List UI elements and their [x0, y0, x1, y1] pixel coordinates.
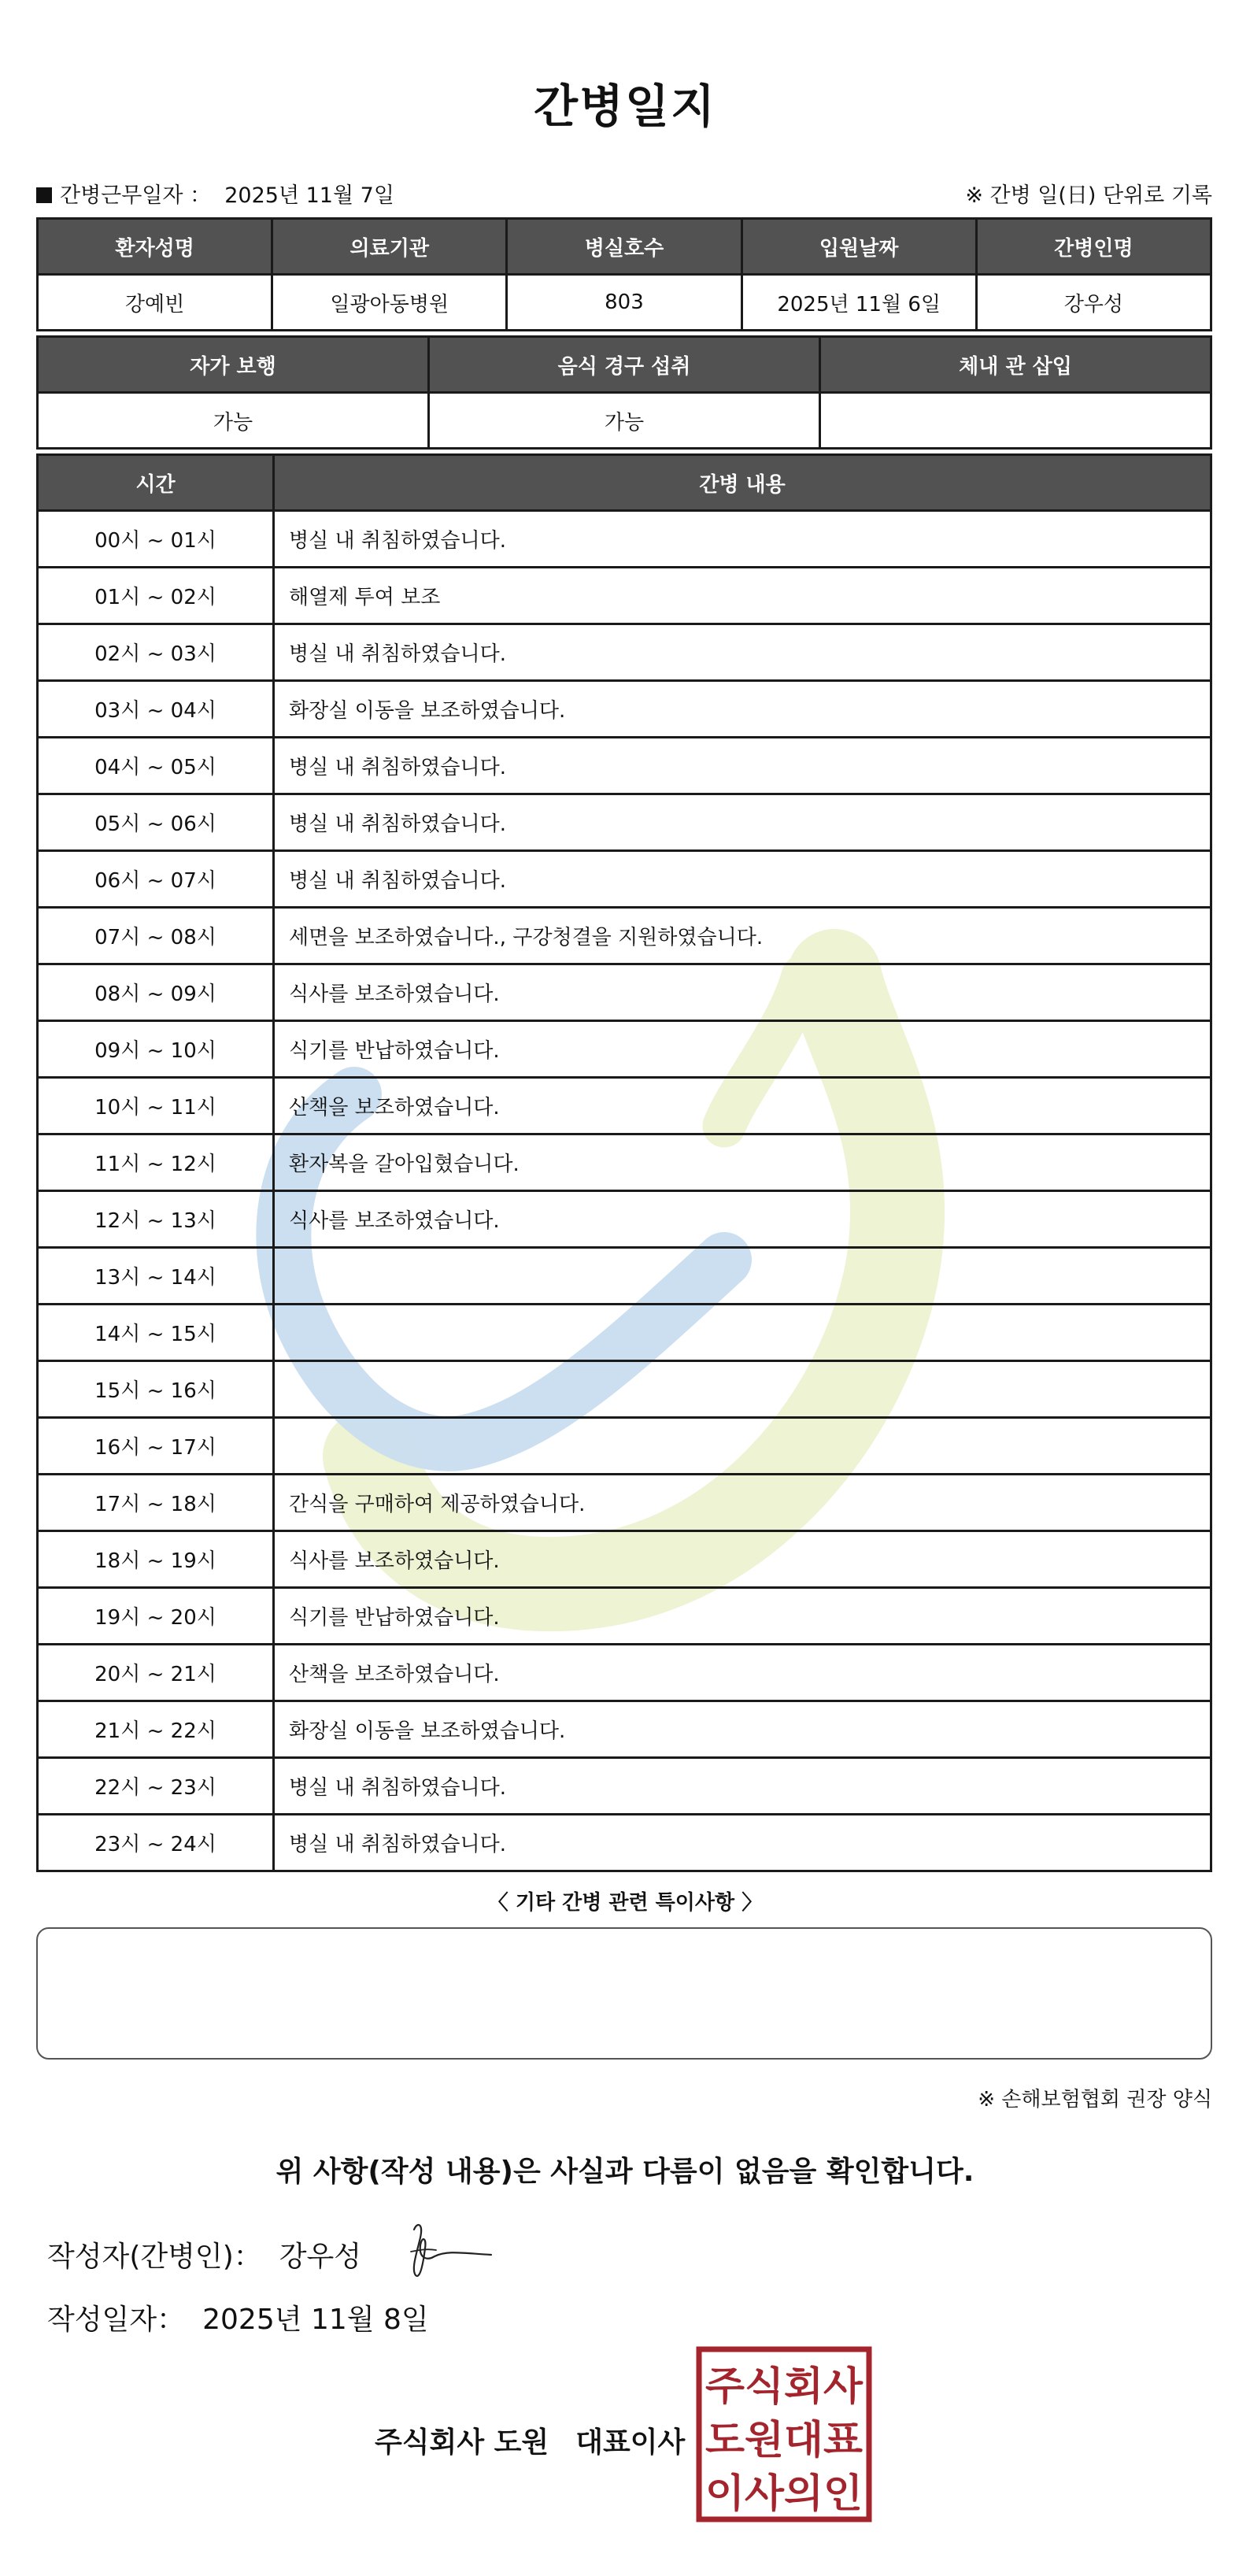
time-cell: 02시 ~ 03시: [38, 624, 274, 681]
header-walking: 자가 보행: [38, 337, 429, 393]
table-row: [38, 624, 1211, 681]
unit-note: ※ 간병 일(日) 단위로 기록: [965, 183, 1212, 208]
care-content-cell: 화장실 이동을 보조하였습니다.: [274, 1701, 1211, 1758]
table-row: [38, 1134, 1211, 1191]
svg-text:주식회사: 주식회사: [705, 2363, 864, 2409]
table-row: [38, 1418, 1211, 1475]
representative-title: 대표이사: [575, 2426, 686, 2459]
time-cell: 06시 ~ 07시: [38, 851, 274, 908]
patient-name: 강예빈: [38, 275, 272, 331]
time-cell: 20시 ~ 21시: [38, 1645, 274, 1701]
time-cell: 11시 ~ 12시: [38, 1134, 274, 1191]
header-hospital: 의료기관: [272, 219, 507, 275]
company-seal-icon: [696, 2346, 872, 2522]
care-content-cell: 산책을 보조하였습니다.: [274, 1645, 1211, 1701]
table-row: [38, 908, 1211, 964]
table-row: [38, 1815, 1211, 1871]
table-row: [38, 1531, 1211, 1588]
author-name: 강우성: [279, 2241, 362, 2273]
care-content-cell: 식사를 보조하였습니다.: [274, 1531, 1211, 1588]
page-title: 간병일지: [533, 80, 717, 133]
header-caregiver: 간병인명: [976, 219, 1211, 275]
svg-text:도원대표: 도원대표: [705, 2417, 864, 2463]
table-row: [38, 1701, 1211, 1758]
square-bullet-icon: [36, 187, 52, 203]
time-cell: 08시 ~ 09시: [38, 964, 274, 1021]
header-care-content: 간병 내용: [274, 455, 1211, 511]
time-cell: 13시 ~ 14시: [38, 1248, 274, 1305]
table-row: [38, 568, 1211, 624]
time-cell: 05시 ~ 06시: [38, 794, 274, 851]
admission-date: 2025년 11월 6일: [741, 275, 976, 331]
time-cell: 12시 ~ 13시: [38, 1191, 274, 1248]
time-cell: 00시 ~ 01시: [38, 511, 274, 568]
header-admission-date: 입원날짜: [741, 219, 976, 275]
walking-value: 가능: [38, 393, 429, 449]
table-row: [38, 1305, 1211, 1361]
time-cell: 14시 ~ 15시: [38, 1305, 274, 1361]
table-row: [38, 1191, 1211, 1248]
time-cell: 10시 ~ 11시: [38, 1078, 274, 1134]
time-cell: 23시 ~ 24시: [38, 1815, 274, 1871]
table-row: [38, 1758, 1211, 1815]
work-date: [36, 178, 394, 209]
patient-info-table: [36, 217, 1212, 331]
table-row: [38, 681, 1211, 738]
care-content-cell: 해열제 투여 보조: [274, 568, 1211, 624]
confirmation-statement: 위 사항(작성 내용)은 사실과 다름이 없음을 확인합니다.: [276, 2156, 974, 2188]
time-cell: 03시 ~ 04시: [38, 681, 274, 738]
care-content-cell: 간식을 구매하여 제공하였습니다.: [274, 1475, 1211, 1531]
table-row: [38, 738, 1211, 794]
recommend-note: ※ 손해보험협회 권장 양식: [978, 2088, 1212, 2112]
care-content-cell: 환자복을 갈아입혔습니다.: [274, 1134, 1211, 1191]
time-cell: 16시 ~ 17시: [38, 1418, 274, 1475]
care-content-cell: [274, 1248, 1211, 1305]
work-date-value: 2025년 11월 7일: [224, 183, 394, 208]
oral-intake-value: 가능: [429, 393, 820, 449]
notes-title: 〈 기타 간병 관련 특이사항 〉: [487, 1891, 763, 1915]
table-row: [38, 1361, 1211, 1418]
care-content-cell: 식기를 반납하였습니다.: [274, 1588, 1211, 1645]
table-row: [38, 1475, 1211, 1531]
author-line: [47, 2234, 361, 2274]
care-log-table: [36, 453, 1212, 1872]
table-row: [38, 964, 1211, 1021]
caregiver-name: 강우성: [976, 275, 1211, 331]
time-cell: 09시 ~ 10시: [38, 1021, 274, 1078]
svg-text:이사의인: 이사의인: [705, 2471, 863, 2516]
care-content-cell: 화장실 이동을 보조하였습니다.: [274, 681, 1211, 738]
care-content-cell: 산책을 보조하였습니다.: [274, 1078, 1211, 1134]
table-row: [38, 1588, 1211, 1645]
author-label: 작성자(간병인)：: [47, 2241, 262, 2273]
time-cell: 17시 ~ 18시: [38, 1475, 274, 1531]
care-content-cell: 병실 내 취침하였습니다.: [274, 511, 1211, 568]
care-content-cell: 병실 내 취침하였습니다.: [274, 738, 1211, 794]
company-name: 주식회사 도원: [375, 2426, 549, 2459]
header-tube: 체내 관 삽입: [820, 337, 1211, 393]
notes-box: [36, 1927, 1212, 2060]
table-row: [38, 1021, 1211, 1078]
care-content-cell: 병실 내 취침하였습니다.: [274, 794, 1211, 851]
table-row: [38, 1248, 1211, 1305]
care-content-cell: 병실 내 취침하였습니다.: [274, 1758, 1211, 1815]
written-date-line: [47, 2297, 429, 2337]
care-content-cell: [274, 1305, 1211, 1361]
time-cell: 01시 ~ 02시: [38, 568, 274, 624]
time-cell: 22시 ~ 23시: [38, 1758, 274, 1815]
tube-value: [820, 393, 1211, 449]
table-row: [38, 794, 1211, 851]
signature-icon: [400, 2214, 494, 2285]
work-date-label: 간병근무일자 ：: [60, 183, 212, 208]
care-content-cell: 병실 내 취침하였습니다.: [274, 1815, 1211, 1871]
time-cell: 04시 ~ 05시: [38, 738, 274, 794]
room-number: 803: [507, 275, 741, 331]
care-content-cell: 병실 내 취침하였습니다.: [274, 624, 1211, 681]
date-label: 작성일자：: [47, 2304, 186, 2336]
header-patient-name: 환자성명: [38, 219, 272, 275]
table-row: [38, 851, 1211, 908]
care-content-cell: [274, 1418, 1211, 1475]
date-value: 2025년 11월 8일: [202, 2304, 429, 2336]
table-row: [38, 511, 1211, 568]
care-content-cell: 식사를 보조하였습니다.: [274, 964, 1211, 1021]
company-line: [375, 2420, 685, 2460]
care-content-cell: 세면을 보조하였습니다., 구강청결을 지원하였습니다.: [274, 908, 1211, 964]
care-content-cell: 식기를 반납하였습니다.: [274, 1021, 1211, 1078]
time-cell: 07시 ~ 08시: [38, 908, 274, 964]
header-oral-intake: 음식 경구 섭취: [429, 337, 820, 393]
time-cell: 19시 ~ 20시: [38, 1588, 274, 1645]
time-cell: 15시 ~ 16시: [38, 1361, 274, 1418]
table-row: [38, 1078, 1211, 1134]
care-content-cell: [274, 1361, 1211, 1418]
hospital-name: 일광아동병원: [272, 275, 507, 331]
care-content-cell: 병실 내 취침하였습니다.: [274, 851, 1211, 908]
header-time: 시간: [38, 455, 274, 511]
table-row: [38, 1645, 1211, 1701]
time-cell: 18시 ~ 19시: [38, 1531, 274, 1588]
header-room: 병실호수: [507, 219, 741, 275]
time-cell: 21시 ~ 22시: [38, 1701, 274, 1758]
ability-table: [36, 335, 1212, 450]
care-content-cell: 식사를 보조하였습니다.: [274, 1191, 1211, 1248]
